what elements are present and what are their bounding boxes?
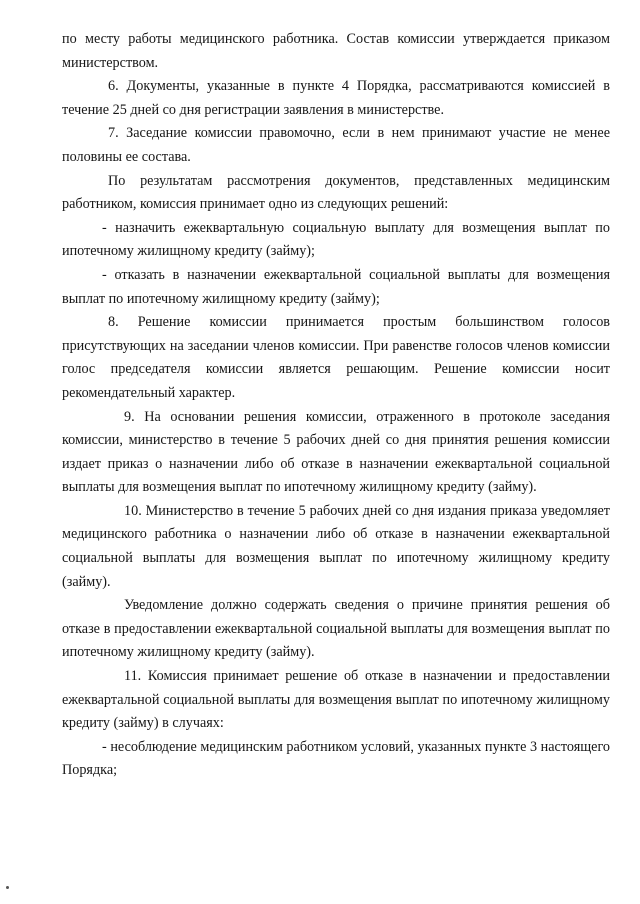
paragraph-6-review-period: 6. Документы, указанные в пункте 4 Порядка, рассматриваются комиссией в течение 25 дней со дня регистрации заявления в министерстве.	[62, 78, 610, 118]
paragraph-7-quorum: 7. Заседание комиссии правомочно, если в нем принимают участие не менее половины ее состава.	[62, 125, 610, 165]
list-item-grant-payment: - назначить ежеквартальную социальную выплату для возмещения выплат по ипотечному жилищному кредиту (займу);	[62, 219, 610, 260]
paragraph-decision-options: По результатам рассмотрения документов, представленных медицинским работником, комиссия принимает одно из следующих решений:	[62, 172, 610, 213]
paragraph-commission-composition: по месту работы медицинского работника. Состав комиссии утверждается приказом министерством.	[62, 31, 610, 71]
paragraph-8-majority-vote: 8. Решение комиссии принимается простым большинством голосов присутствующих на заседании членов комиссии. При равенстве голосов членов комиссии голос председателя комиссии является решающим. Решение комиссии носит рекомендательный характер.	[62, 314, 610, 401]
scan-artifact	[6, 886, 9, 889]
document-body	[62, 28, 610, 783]
paragraph-11-refusal-cases: 11. Комиссия принимает решение об отказе в назначении и предоставлении ежеквартальной социальной выплаты для возмещения выплат по ипотечному жилищному кредиту (займу) в случаях:	[62, 668, 610, 732]
paragraph-10-notification: 10. Министерство в течение 5 рабочих дней со дня издания приказа уведомляет медицинского работника о назначении либо об отказе в назначении ежеквартальной социальной выплаты для возмещения выплат по ипотечному жилищному кредиту (займу).	[62, 502, 610, 590]
list-item-refuse-payment: - отказать в назначении ежеквартальной социальной выплаты для возмещения выплат по ипотечному жилищному кредиту (займу);	[62, 266, 610, 307]
list-item-noncompliance: - несоблюдение медицинским работником условий, указанных пункте 3 настоящего Порядка;	[62, 738, 610, 779]
paragraph-notification-content: Уведомление должно содержать сведения о причине принятия решения об отказе в предоставлении ежеквартальной социальной выплаты для возмещения выплат по ипотечному жилищному кредиту (займу).	[62, 597, 610, 661]
paragraph-9-ministry-order: 9. На основании решения комиссии, отраженного в протоколе заседания комиссии, министерство в течение 5 рабочих дней со дня принятия решения комиссии издает приказ о назначении либо об отказе в назначении ежеквартальной социальной выплаты для возмещения выплат по ипотечному жилищному кредиту (займу).	[62, 408, 610, 496]
